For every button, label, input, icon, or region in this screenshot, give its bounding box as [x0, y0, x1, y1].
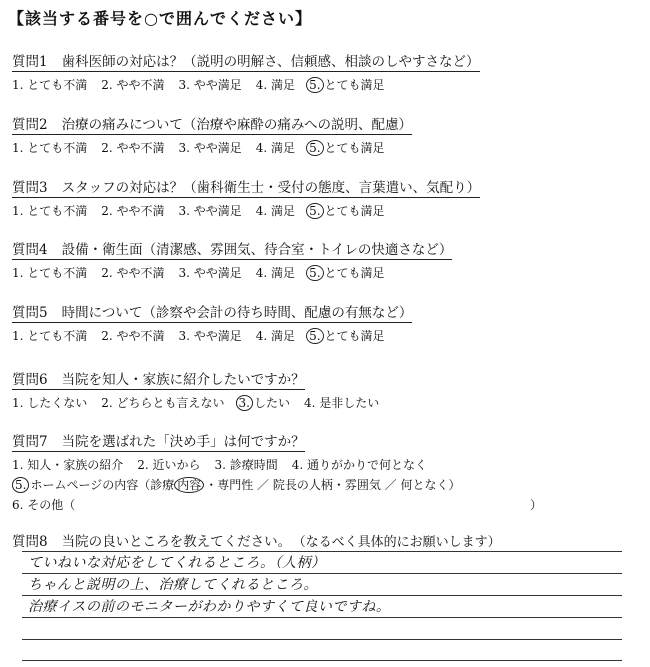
question-6	[12, 368, 632, 411]
question-title: 質問8 当院の良いところを教えてください。 （なるべく具体的にお願いします）	[12, 534, 501, 550]
question-title: 質問1 歯科医師の対応は？（説明の明解さ、信頼感、相談のしやすさなど）	[12, 50, 480, 72]
question-title: 質問5 時間について（診察や会計の待ち時間、配慮の有無など）	[12, 301, 412, 323]
answer-options: 1. とても不満 2. やや不満 3. やや満足 4. 満足 5. とても満足	[12, 266, 385, 280]
answer-options: 1. とても不満 2. やや不満 3. やや満足 4. 満足 5. とても満足	[12, 141, 385, 155]
answer-options: 1. とても不満 2. やや不満 3. やや満足 4. 満足 5. とても満足	[12, 329, 385, 343]
question-1	[12, 50, 632, 93]
question-3	[12, 176, 632, 219]
question-8	[12, 530, 632, 551]
question-7	[12, 430, 632, 513]
page-header: 【該当する番号を○で囲んでください】	[8, 9, 312, 28]
answer-options: 1. とても不満 2. やや不満 3. やや満足 4. 満足 5. とても満足	[12, 78, 385, 92]
answer-options: 1. 知人・家族の紹介 2. 近いから 3. 診療時間 4. 通りがかりで何となく	[12, 458, 428, 472]
question-title: 質問2 治療の痛みについて（治療や麻酔の痛みへの説明、配慮）	[12, 113, 412, 135]
selected-circle: 5.	[306, 265, 323, 281]
other-option: 6. その他（ ）	[12, 498, 543, 512]
question-4	[12, 238, 632, 281]
answer-line	[22, 660, 622, 661]
answer-options: 1. とても不満 2. やや不満 3. やや満足 4. 満足 5. とても満足	[12, 204, 385, 218]
question-2	[12, 113, 632, 156]
selected-circle: 内容	[174, 477, 204, 493]
selected-circle: 5.	[306, 328, 323, 344]
selected-circle: 5.	[306, 140, 323, 156]
answer-line	[22, 617, 622, 618]
answer-options: 1. したくない 2. どちらとも言えない 3. したい 4. 是非したい	[12, 396, 380, 410]
question-title: 質問3 スタッフの対応は？（歯科衛生士・受付の態度、言葉遣い、気配り）	[12, 176, 480, 198]
question-title: 質問6 当院を知人・家族に紹介したいですか？	[12, 368, 305, 390]
question-title: 質問7 当院を選ばれた「決め手」は何ですか？	[12, 430, 305, 452]
handwritten-answer: ちゃんと説明の上、治療してくれるところ。	[28, 577, 318, 593]
selected-circle: 5.	[306, 77, 323, 93]
answer-options-row2: 5. ホームページの内容（診療 内容 ・専門性 ／ 院長の人柄・雰囲気 ／ 何となく）	[12, 476, 632, 493]
selected-circle: 5.	[12, 477, 29, 493]
answer-line	[22, 639, 622, 640]
handwritten-answer: 治療イスの前のモニターがわかりやすくて良いですね。	[28, 599, 391, 615]
question-title: 質問4 設備・衛生面（清潔感、雰囲気、待合室・トイレの快適さなど）	[12, 238, 452, 260]
selected-circle: 3.	[236, 395, 253, 411]
selected-circle: 5.	[306, 203, 323, 219]
handwritten-answer: ていねいな対応をしてくれるところ。（人柄）	[28, 555, 326, 571]
question-5	[12, 301, 632, 344]
